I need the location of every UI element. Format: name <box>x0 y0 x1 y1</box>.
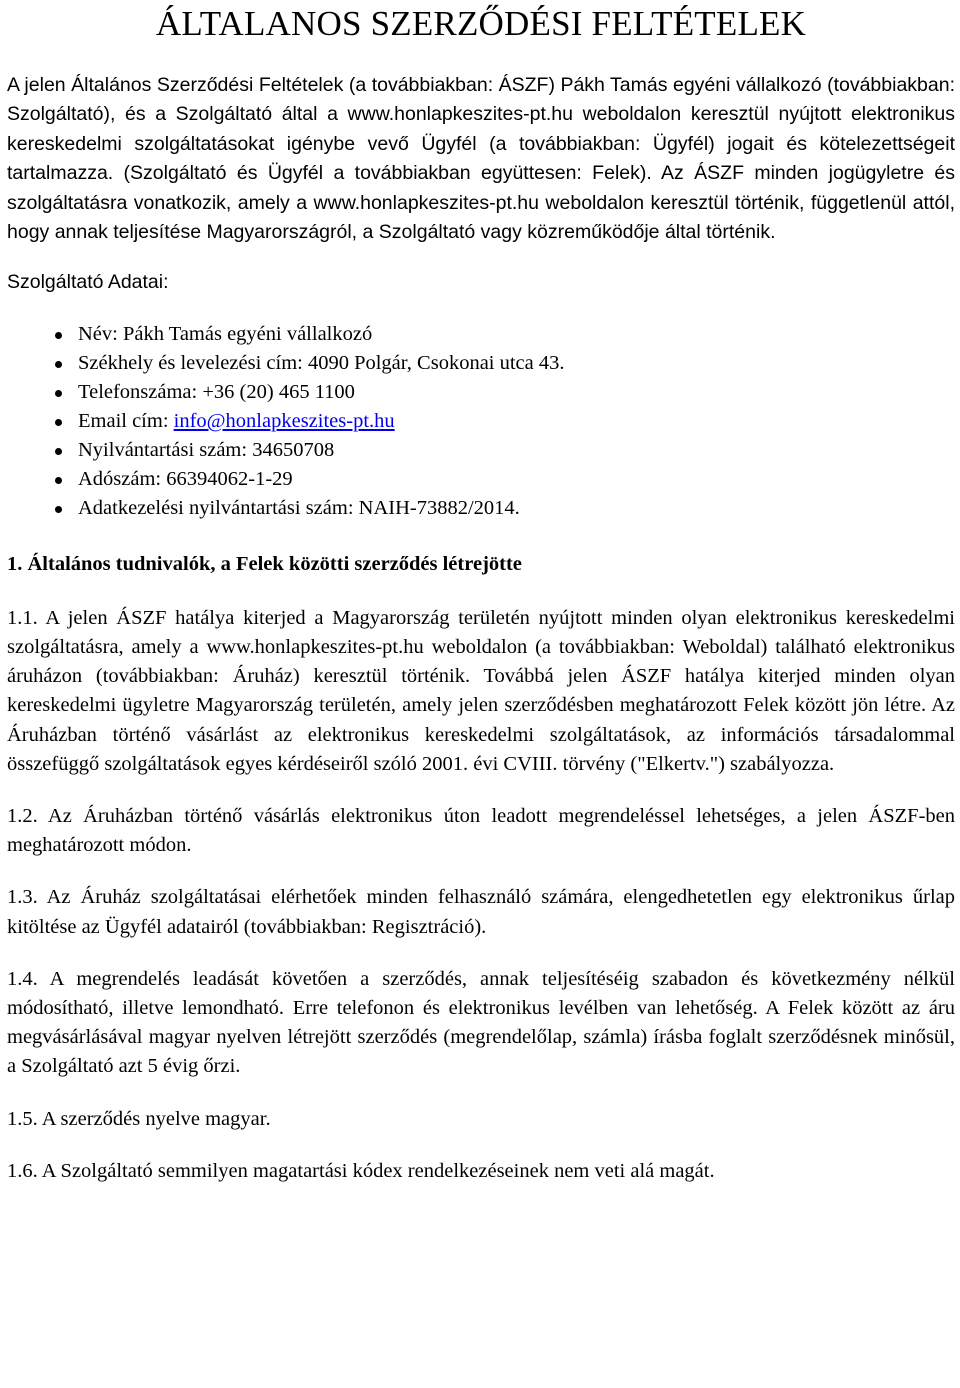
provider-email-link[interactable]: info@honlapkeszites-pt.hu <box>173 409 395 432</box>
list-item <box>78 378 955 407</box>
bullet-icon <box>55 361 62 368</box>
provider-data-registry-number: Adatkezelési nyilvántartási szám: NAIH-73882/2014. <box>78 496 520 519</box>
list-item <box>78 320 955 349</box>
document-page <box>7 0 955 1186</box>
bullet-icon <box>55 390 62 397</box>
document-title: ÁLTALANOS SZERZŐDÉSI FELTÉTELEK <box>155 4 807 43</box>
bullet-icon <box>55 419 62 426</box>
bullet-icon <box>55 477 62 484</box>
list-item <box>78 465 955 494</box>
provider-name: Név: Pákh Tamás egyéni vállalkozó <box>78 322 373 345</box>
paragraph-1-2: 1.2. Az Áruházban történő vásárlás elektronikus úton leadott megrendeléssel lehetséges, a jelen ÁSZF-ben meghatározott módon. <box>7 805 955 857</box>
bullet-icon <box>55 506 62 513</box>
provider-registry-number: Nyilvántartási szám: 34650708 <box>78 438 335 461</box>
list-item <box>78 436 955 465</box>
provider-data-list <box>7 320 955 523</box>
provider-phone: Telefonszáma: +36 (20) 465 1100 <box>78 380 355 403</box>
list-item <box>78 349 955 378</box>
bullet-icon <box>55 448 62 455</box>
intro-paragraph: A jelen Általános Szerződési Feltételek (a továbbiakban: ÁSZF) Pákh Tamás egyéni vállalkozó (továbbiakban: Szolgáltató), és a Szolgáltató által a www.honlapkeszites-pt.hu weboldalon keresztül nyújtott elektronikus kereskedelmi szolgáltatásokat igénybe vevő Ügyfél (a továbbiakban: Ügyfél) jogait és kötelezettségeit tartalmazza. (Szolgáltató és Ügyfél a továbbiakban együttesen: Felek). Az ÁSZF minden jogügyletre és szolgáltatásra vonatkozik, amely a www.honlapkeszites-pt.hu weboldalon keresztül történik, függetlenül attól, hogy annak teljesítése Magyarországról, a Szolgáltató vagy közreműködője által történik. <box>7 74 955 244</box>
paragraph-1-4: 1.4. A megrendelés leadását követően a szerződés, annak teljesítéséig szabadon és következmény nélkül módosítható, illetve lemondható. Erre telefonon és elektronikus levélben van lehetőség. A Felek között az áru megvásárlásával magyar nyelven létrejött szerződés (megrendelőlap, számla) írásba foglalt szerződésnek minősül, a Szolgáltató azt 5 évig őrzi. <box>7 967 955 1078</box>
provider-address: Székhely és levelezési cím: 4090 Polgár, Csokonai utca 43. <box>78 351 565 374</box>
bullet-icon <box>55 332 62 339</box>
list-item <box>78 407 955 436</box>
section-heading: 1. Általános tudnivalók, a Felek közötti szerződés létrejötte <box>7 552 522 575</box>
provider-email-label: Email cím: <box>78 409 174 432</box>
paragraph-1-5: 1.5. A szerződés nyelve magyar. <box>7 1107 271 1130</box>
paragraph-1-1: 1.1. A jelen ÁSZF hatálya kiterjed a Magyarország területén nyújtott minden olyan elektronikus kereskedelmi szolgáltatásra, amely a www.honlapkeszites-pt.hu weboldalon (a továbbiakban: Weboldal) található elektronikus áruházon (továbbiakban: Áruház) keresztül történik. Továbbá jelen ÁSZF hatálya kiterjed minden olyan kereskedelmi ügyletre Magyarország területén, amely jelen szerződésben meghatározott Felek között jön létre. Az Áruházban történő vásárlást az elektronikus kereskedelmi szolgáltatások, az információs társadalommal összefüggő szolgáltatások egyes kérdéseiről szóló 2001. évi CVIII. törvény ("Elkertv.") szabályozza. <box>7 606 955 775</box>
paragraph-1-6: 1.6. A Szolgáltató semmilyen magatartási kódex rendelkezéseinek nem veti alá magát. <box>7 1159 715 1182</box>
paragraph-1-3: 1.3. Az Áruház szolgáltatásai elérhetőek minden felhasználó számára, elengedhetetlen egy elektronikus űrlap kitöltése az Ügyfél adatairól (továbbiakban: Regisztráció). <box>7 886 955 938</box>
provider-data-heading: Szolgáltató Adatai: <box>7 271 169 294</box>
provider-tax-number: Adószám: 66394062-1-29 <box>78 467 293 490</box>
list-item <box>78 494 955 523</box>
